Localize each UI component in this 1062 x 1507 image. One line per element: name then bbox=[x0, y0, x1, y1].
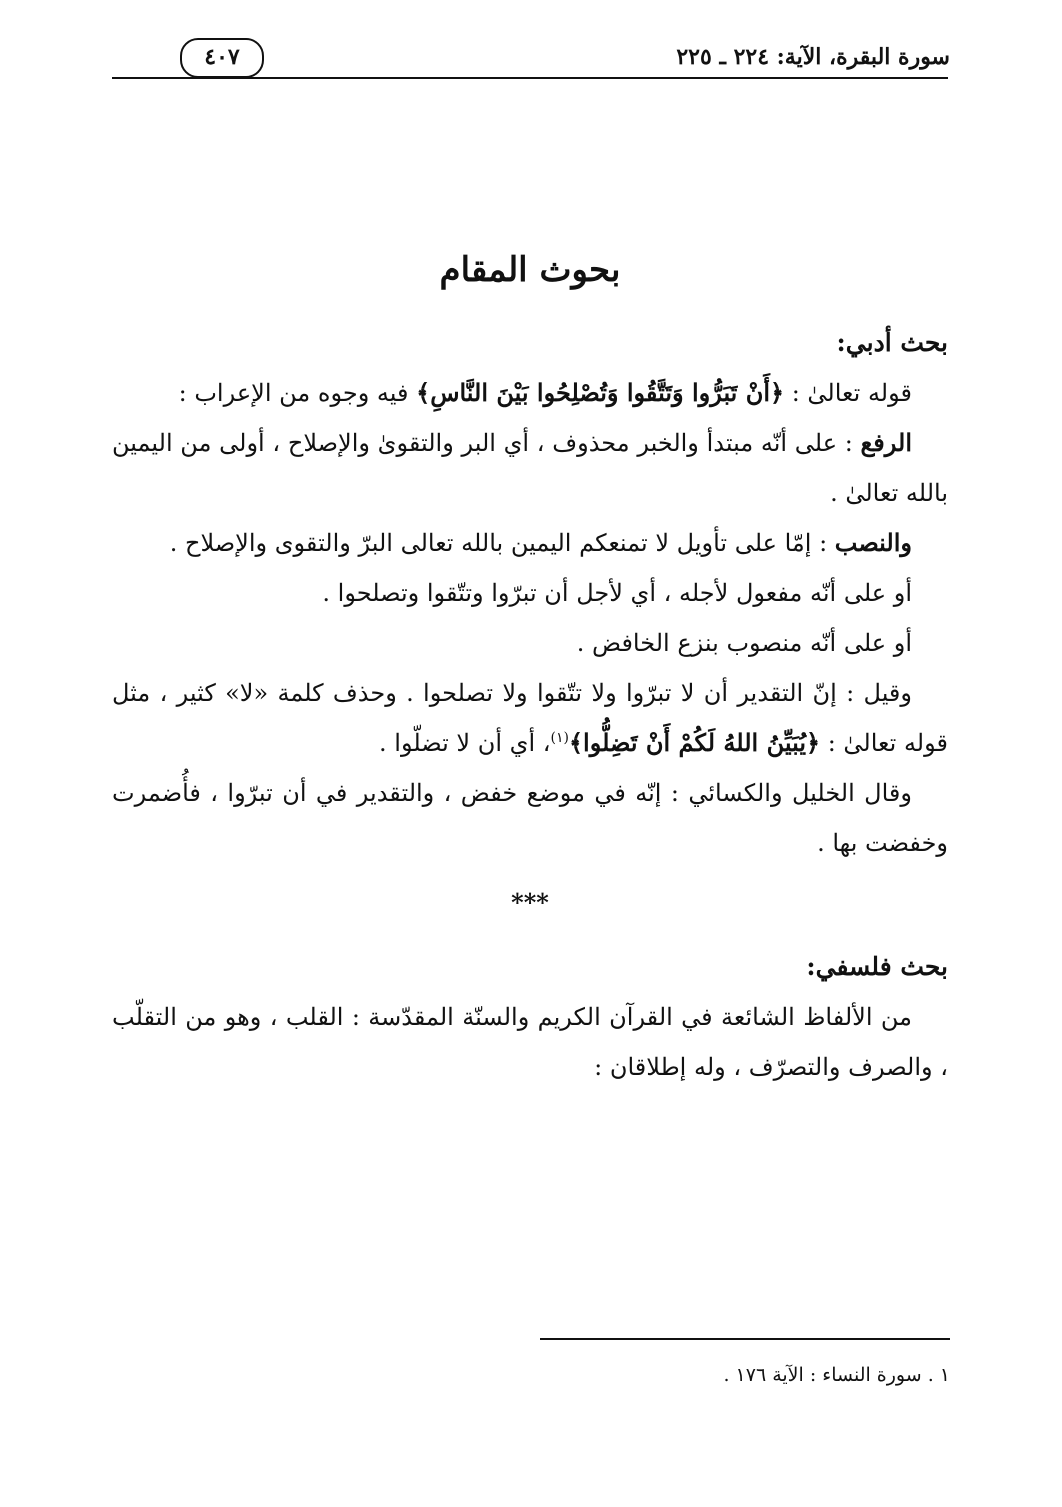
page-header bbox=[110, 38, 950, 82]
running-title: سورة البقرة، الآية: ٢٢٤ ـ ٢٢٥ bbox=[676, 44, 950, 70]
intro-suffix: فيه وجوه من الإعراب : bbox=[178, 379, 417, 407]
khalil-paragraph: وقال الخليل والكسائي : إنّه في موضع خفض ، والتقدير في أن تبرّوا ، فأُضمرت وخفضت بها . bbox=[112, 779, 948, 857]
philosophical-heading: بحث فلسفي: bbox=[806, 952, 948, 981]
literary-intro bbox=[112, 368, 948, 418]
qila-verse: ﴿يُبَيِّنُ اللهُ لَكُمْ أَنْ تَضِلُّوا﴾ bbox=[568, 728, 821, 757]
intro-prefix: قوله تعالىٰ : bbox=[784, 379, 912, 407]
qila-suffix: ، أي أن لا تضلّوا . bbox=[379, 729, 551, 757]
page-number: ٤٠٧ bbox=[180, 38, 264, 78]
section-separator: *** bbox=[511, 888, 549, 917]
qila-paragraph bbox=[112, 668, 948, 768]
nasb-paragraph bbox=[112, 518, 948, 568]
header-rule bbox=[112, 77, 948, 79]
section-heading: بحوث المقام bbox=[439, 250, 621, 290]
intro-verse: ﴿أَنْ تَبَرُّوا وَتَتَّقُوا وَتُصْلِحُوا بَيْنَ النَّاسِ﴾ bbox=[416, 378, 785, 407]
footnote-mark: (١) bbox=[550, 730, 569, 746]
philosophical-paragraph: من الألفاظ الشائعة في القرآن الكريم والسنّة المقدّسة : القلب ، وهو من التقلّب ، والصرف والتصرّف ، وله إطلاقان : bbox=[112, 1003, 948, 1081]
raf-paragraph bbox=[112, 418, 948, 518]
alt1-paragraph: أو على أنّه مفعول لأجله ، أي لأجل أن تبرّوا وتتّقوا وتصلحوا . bbox=[322, 579, 912, 607]
qila-text: وقيل : إنّ التقدير أن لا تبرّوا ولا تتّقوا ولا تصلحوا . وحذف كلمة «لا» كثير ، مثل قوله تعالىٰ : bbox=[112, 679, 948, 757]
footnote-rule bbox=[540, 1338, 950, 1340]
alt2-paragraph: أو على أنّه منصوب بنزع الخافض . bbox=[576, 629, 912, 657]
nasb-label: والنصب bbox=[834, 528, 912, 557]
raf-label: الرفع bbox=[860, 428, 912, 457]
main-content bbox=[112, 318, 948, 1092]
nasb-text: : إمّا على تأويل لا تمنعكم اليمين بالله تعالى البرّ والتقوى والإصلاح . bbox=[169, 529, 835, 557]
raf-text: : على أنّه مبتدأ والخبر محذوف ، أي البر والتقوىٰ والإصلاح ، أولى من اليمين بالله تعالىٰ . bbox=[112, 429, 948, 507]
literary-heading: بحث أدبي: bbox=[836, 328, 948, 357]
footnote: ١ . سورة النساء : الآية ١٧٦ . bbox=[723, 1364, 950, 1386]
